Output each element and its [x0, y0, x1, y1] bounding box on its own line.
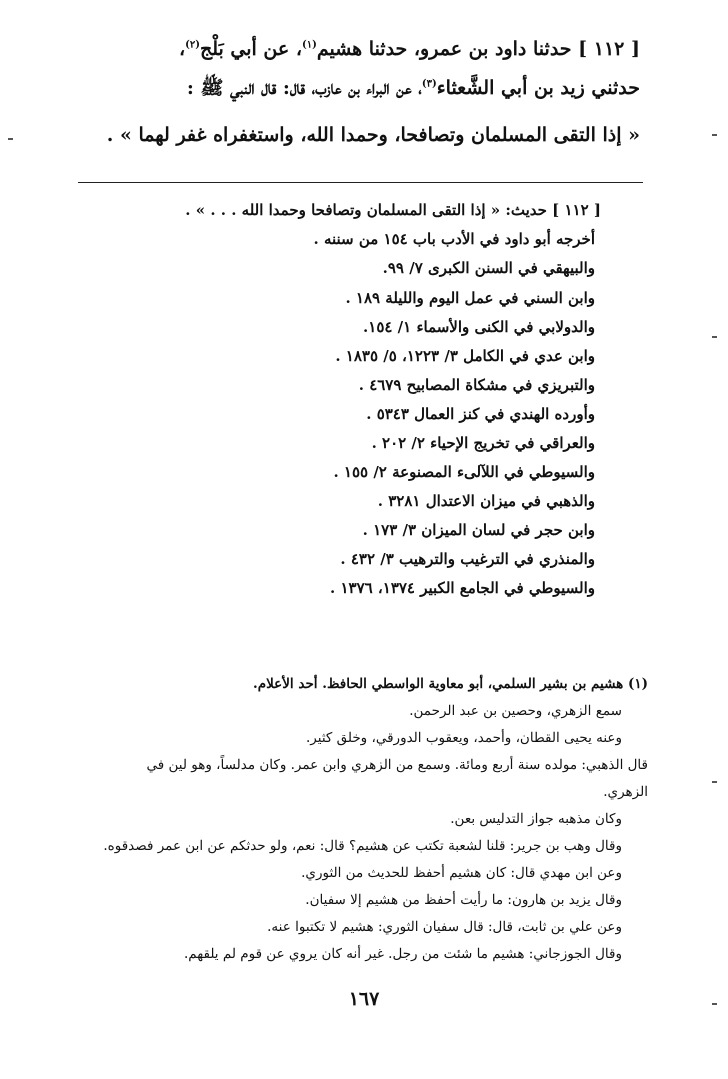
scan-edge-mark	[8, 138, 13, 140]
takhrij-item: وابن عدي في الكامل ٣/ ١٢٢٣، ٥/ ١٨٣٥ .	[335, 347, 595, 365]
footnote-line: وقال يزيد بن هارون: ما رأيت أحفظ من هشيم إلا سفيان.	[305, 892, 622, 908]
scan-edge-mark	[712, 781, 717, 783]
footnote-line: قال الذهبي: مولده سنة أربع ومائة. وسمع من الزهري وابن عمر. وكان مدلساً، وهو لين في	[146, 757, 648, 773]
takhrij-item: والسيوطي في الجامع الكبير ١٣٧٤، ١٣٧٦ .	[330, 579, 595, 597]
takhrij-title: [ ١١٢ ] حديث: « إذا التقى المسلمان وتصافحا وحمدا الله . . . » .	[185, 201, 601, 219]
hadith-line-3: « إذا التقى المسلمان وتصافحا، وحمدا الله، واستغفراه غفر لهما » .	[106, 124, 640, 146]
page-number: ١٦٧	[348, 988, 380, 1010]
takhrij-item: والبيهقي في السنن الكبرى ٧/ ٩٩.	[382, 259, 595, 277]
scan-edge-mark	[712, 134, 717, 136]
footnote-line: وعن علي بن ثابت، قال: قال سفيان الثوري: هشيم لا تكتبوا عنه.	[267, 919, 622, 935]
takhrij-item: وابن السني في عمل اليوم والليلة ١٨٩ .	[345, 289, 595, 307]
takhrij-item: والسيوطي في اللآلىء المصنوعة ٢/ ١٥٥ .	[333, 463, 595, 481]
scan-edge-mark	[712, 336, 717, 338]
hadith-line-2-part-a: حدثني زيد بن أبي الشَّعثاء	[436, 77, 640, 99]
footnote-ref-2[interactable]: (٢)	[185, 39, 200, 51]
takhrij-item: والتبريزي في مشكاة المصابيح ٤٦٧٩ .	[358, 376, 595, 394]
takhrij-item: والدولابي في الكنى والأسماء ١/ ١٥٤.	[363, 318, 595, 336]
hadith-line-2	[187, 76, 640, 104]
footnote-line: وكان مذهبه جواز التدليس بعن.	[450, 811, 622, 827]
takhrij-item: والذهبي في ميزان الاعتدال ٣٢٨١ .	[377, 492, 595, 510]
hadith-line-1-part-a: [ ١١٢ ] حدثنا داود بن عمرو، حدثنا هشيم	[316, 38, 640, 60]
hadith-line-1-part-b: ، عن أبي بَلْج	[199, 38, 302, 60]
footnote-separator	[78, 182, 643, 183]
footnote-line: وقال وهب بن جرير: قلنا لشعبة تكتب عن هشيم؟ قال: نعم، ولو حدثكم عن ابن عمر فصدقوه.	[103, 838, 622, 854]
takhrij-item: أخرجه أبو داود في الأدب باب ١٥٤ من سننه .	[313, 230, 595, 248]
takhrij-item: وابن حجر في لسان الميزان ٣/ ١٧٣ .	[362, 521, 595, 539]
scan-edge-mark	[712, 1003, 717, 1005]
footnote-line: سمع الزهري، وحصين بن عبد الرحمن.	[409, 703, 622, 719]
footnote-line: الزهري.	[603, 784, 648, 800]
hadith-line-1	[179, 38, 640, 60]
footnote-ref-3[interactable]: (٣)	[421, 78, 437, 90]
footnote-line: وعنه يحيى القطان، وأحمد، ويعقوب الدورقي، وخلق كثير.	[306, 730, 622, 746]
hadith-line-1-part-c: ،	[178, 38, 186, 60]
takhrij-item: والمنذري في الترغيب والترهيب ٣/ ٤٣٢ .	[340, 550, 595, 568]
footnote-ref-1[interactable]: (١)	[301, 39, 317, 51]
takhrij-item: والعراقي في تخريج الإحياء ٢/ ٢٠٢ .	[371, 434, 595, 452]
footnote-line: وعن ابن مهدي قال: كان هشيم أحفظ للحديث من الثوري.	[301, 865, 622, 881]
footnote-line: وقال الجوزجاني: هشيم ما شئت من رجل. غير أنه كان يروي عن قوم لم يلقهم.	[184, 946, 622, 962]
hadith-line-2-part-b: ، عن البراء بن عازب، قال: قال النبي ﷺ :	[186, 77, 422, 99]
footnote-1-heading: (١) هشيم بن بشير السلمي، أبو معاوية الواسطي الحافظ. أحد الأعلام.	[253, 676, 648, 692]
takhrij-item: وأورده الهندي في كنز العمال ٥٣٤٣ .	[366, 405, 595, 423]
